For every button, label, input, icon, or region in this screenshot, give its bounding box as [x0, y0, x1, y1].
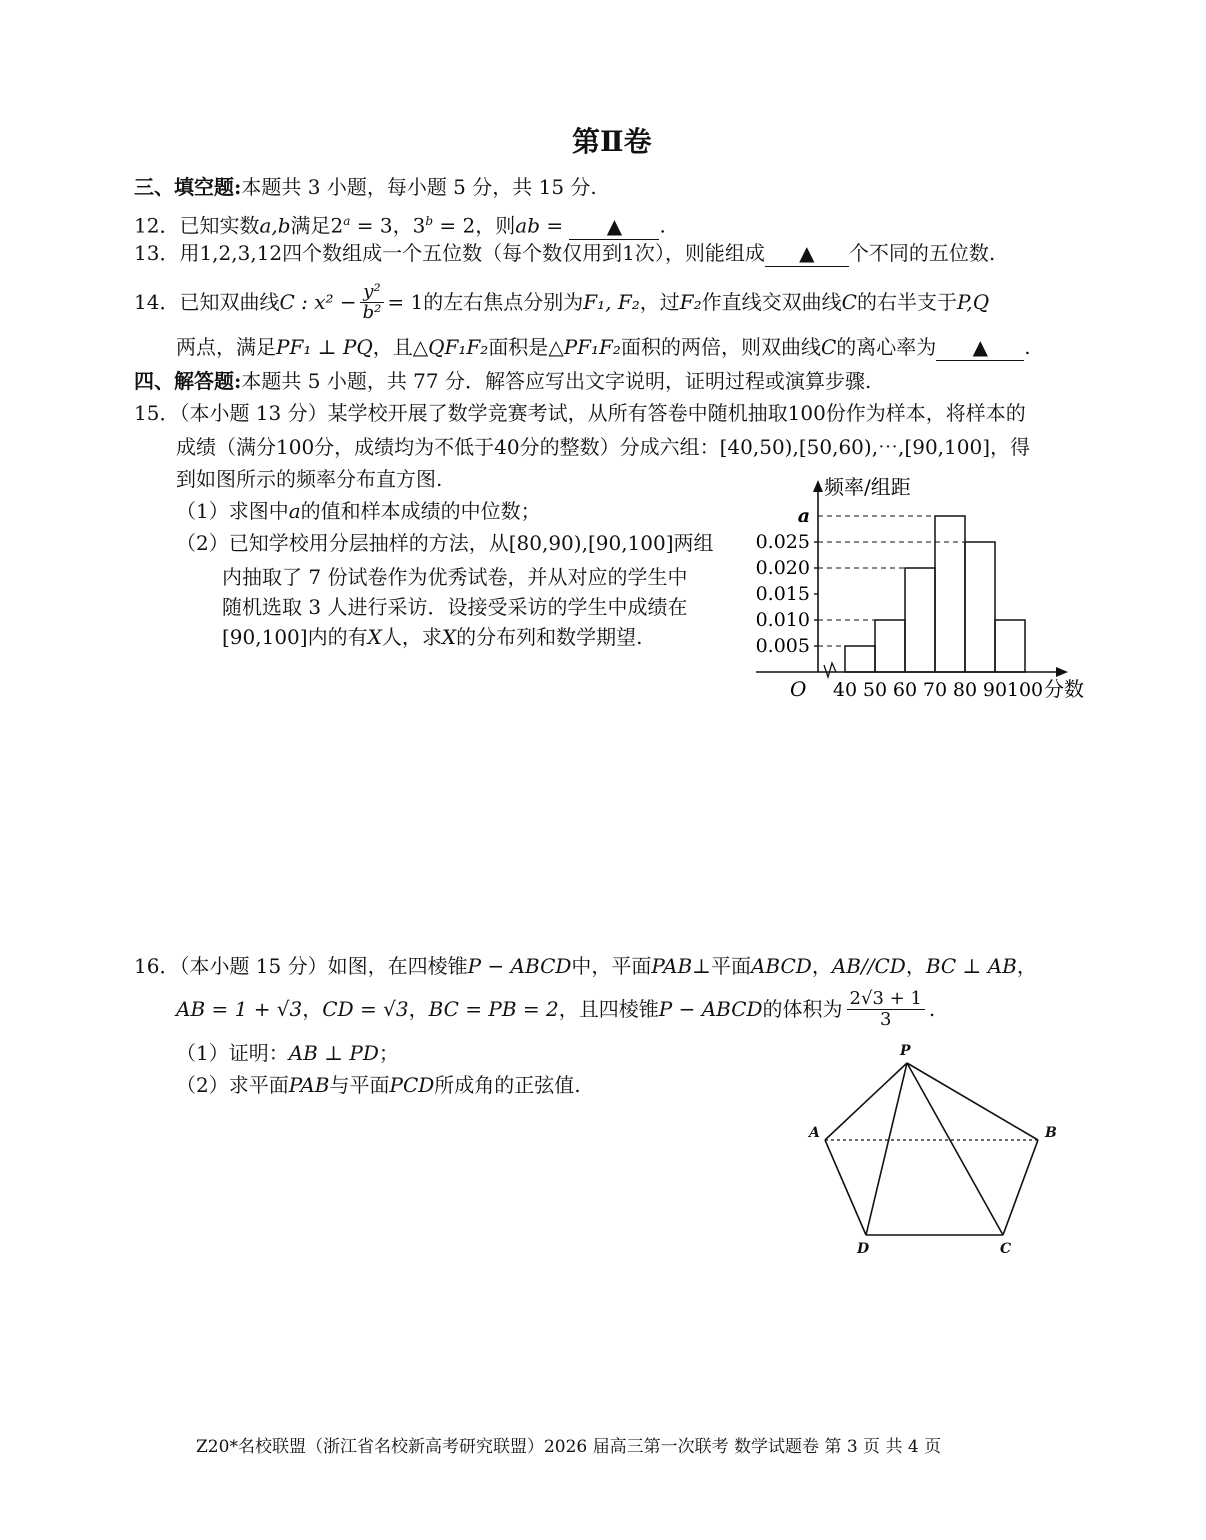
- histogram-content: [756, 475, 1084, 701]
- q16-part1-expr: AB ⊥ PD: [288, 1041, 379, 1065]
- section3-label: 三、填空题:: [134, 175, 242, 199]
- q12-answer-blank[interactable]: ▲: [569, 213, 659, 240]
- x-tick-label: 90: [982, 679, 1008, 701]
- q12-number: 12．: [134, 213, 180, 238]
- q16-part2-mid: 与平面: [329, 1073, 390, 1097]
- q16-part1-pre: （1）证明：: [176, 1041, 289, 1065]
- q16-end1: ，: [1016, 954, 1037, 978]
- origin-label: O: [790, 677, 807, 701]
- q14-end: .: [1024, 335, 1031, 359]
- q15-part1: [176, 498, 541, 524]
- q15-part2-l4-pre: [90,100]内的有: [222, 625, 368, 649]
- q16-line1: [134, 953, 1037, 979]
- section4-heading: [134, 368, 871, 394]
- q14-frac-den: b²: [362, 301, 382, 323]
- q16-part2-pcd: PCD: [389, 1073, 435, 1097]
- q15-line2: 成绩（满分100分，成绩均为不低于40分的整数）分成六组：[40,50),[50,60),⋯,[90,100]，得: [176, 435, 1031, 459]
- x-axis-arrow: [1056, 667, 1068, 677]
- q15-part2-line4: [222, 624, 642, 650]
- q12-eq1-exp: a: [343, 214, 351, 228]
- q16-comma: ，: [811, 954, 832, 978]
- q14-c: C: [841, 290, 857, 314]
- histogram-bar: [905, 568, 935, 672]
- q12-pre: 已知实数: [179, 213, 260, 238]
- q16-l2-mid2: 的体积为: [762, 997, 843, 1021]
- question-14-line1: [134, 274, 989, 330]
- y-axis-arrow: [813, 480, 823, 492]
- q14-mid: ，过: [639, 290, 680, 314]
- q16-pyr: P − ABCD: [467, 954, 572, 978]
- q12-ab: ab: [515, 213, 540, 238]
- q16-perp: ⊥: [692, 954, 711, 978]
- q15-part1-tail: 的值和样本成绩的中位数；: [300, 499, 541, 523]
- q16-l1-pre: （本小题 15 分）如图，在四棱锥: [179, 954, 468, 978]
- histogram-bar: [845, 646, 875, 672]
- histogram-bar: [995, 620, 1025, 672]
- q15-part2-line1: （2）已知学校用分层抽样的方法，从[80,90),[90,100]两组: [176, 531, 714, 555]
- q15-number: 15．: [134, 401, 180, 425]
- y-tick-label: 0.020: [755, 557, 810, 579]
- y-tick-label: 0.025: [755, 531, 810, 553]
- q15-part1-var: a: [288, 499, 301, 523]
- x-axis-label: 分数: [1044, 677, 1084, 701]
- q13-text: 用1,2,3,12四个数组成一个五位数（每个数仅用到1次），则能组成: [179, 241, 765, 265]
- q14-l2-mid2: 面积是: [488, 335, 549, 359]
- q14-f2: F₂: [679, 290, 702, 314]
- q14-l2-pre: 两点，满足: [176, 335, 276, 359]
- x-tick-label: 40: [832, 679, 858, 701]
- q16-part2: [176, 1072, 581, 1098]
- edge-AD: [825, 1140, 866, 1235]
- q12-mid: 满足: [290, 213, 331, 238]
- q16-number: 16．: [134, 954, 180, 978]
- q15-part2-l4-tail: 的分布列和数学期望.: [456, 625, 643, 649]
- edge-PA: [825, 1063, 907, 1140]
- q14-l2-mid: ，且: [372, 335, 413, 359]
- axis-break-icon: [824, 663, 836, 677]
- q16-abcd: ABCD: [750, 954, 812, 978]
- q14-pre: 已知双曲线: [179, 290, 280, 314]
- label-B: B: [1045, 1125, 1057, 1141]
- q16-part2-pab: PAB: [288, 1073, 330, 1097]
- section4-label: 四、解答题:: [134, 369, 242, 393]
- q15-line3: 到如图所示的频率分布直方图.: [176, 467, 443, 491]
- q16-comma2: ，: [905, 954, 926, 978]
- histogram-bar: [875, 620, 905, 672]
- q14-rhs: = 1的左右焦点分别为: [387, 290, 584, 314]
- x-tick-label: 80: [952, 679, 978, 701]
- q13-tail: 个不同的五位数.: [848, 241, 996, 265]
- q14-number: 14．: [134, 290, 180, 314]
- q16-ab-eq: AB = 1 + √3: [176, 997, 303, 1021]
- q14-fraction: [360, 282, 385, 323]
- q12-eq1: 2: [330, 213, 344, 238]
- label-C: C: [1000, 1241, 1012, 1257]
- q16-part1-end: ；: [378, 1041, 399, 1065]
- q14-mid3: 的右半支于: [856, 290, 957, 314]
- q12-eqsign: =: [540, 213, 570, 238]
- histogram-bar: [965, 542, 995, 672]
- q16-part2-pre: （2）求平面: [176, 1073, 289, 1097]
- q16-part1: [176, 1040, 399, 1066]
- q15-part1-pre: （1）求图中: [176, 499, 289, 523]
- q16-l1-mid2: 平面: [710, 954, 751, 978]
- edge-PC: [907, 1063, 1003, 1235]
- q15-part2-x2: X: [441, 625, 457, 649]
- q16-vol-den: 3: [880, 1008, 892, 1030]
- histogram-bar: [935, 516, 965, 672]
- x-tick-label: 50: [862, 679, 888, 701]
- q15-part2-line3: 随机选取 3 人进行采访．设接受采访的学生中成绩在: [222, 595, 688, 619]
- q13-number: 13．: [134, 241, 180, 265]
- section3-desc: 本题共 3 小题，每小题 5 分，共 15 分.: [241, 175, 597, 199]
- q12-eq1-rhs: = 3，: [350, 213, 413, 238]
- q15-part2-line2: 内抽取了 7 份试卷作为优秀试卷，并从对应的学生中: [222, 565, 688, 589]
- q12-eq2-rhs: = 2，则: [433, 213, 516, 238]
- page-footer: Z20*名校联盟（浙江省名校新高考研究联盟）2026 届高三第一次联考 数学试题卷 第 3 页 共 4 页: [196, 1437, 942, 1457]
- y-tick-label: 0.005: [755, 635, 810, 657]
- q16-cd-eq: CD = √3: [322, 997, 409, 1021]
- q15-part2-x: X: [367, 625, 382, 649]
- label-D: D: [857, 1241, 870, 1257]
- question-13: [134, 240, 995, 267]
- q14-foci: F₁, F₂: [583, 290, 640, 314]
- edge-PB: [907, 1063, 1038, 1140]
- q15-part2-l4-mid: 人，求: [381, 625, 442, 649]
- q14-tri1: △QF₁F₂: [412, 335, 489, 359]
- y-tick-label: 0.010: [755, 609, 810, 631]
- q15-line1: [134, 400, 1026, 426]
- q15-text1: （本小题 13 分）某学校开展了数学竞赛考试，从所有答卷中随机抽取100份作为样本，将样本的: [179, 401, 1026, 425]
- q14-frac-num: y²: [360, 282, 385, 303]
- q12-eq2-exp: b: [425, 214, 434, 228]
- q14-l2-tail: 的离心率为: [836, 335, 937, 359]
- y-axis-label: 频率/组距: [824, 475, 911, 499]
- edge-CB: [1003, 1140, 1038, 1235]
- edge-PD: [866, 1063, 907, 1235]
- question-14-line2: [176, 334, 1031, 361]
- q16-pyr2: P − ABCD: [658, 997, 763, 1021]
- q14-tri2: △PF₁F₂: [548, 335, 621, 359]
- q14-curve: C : x² −: [279, 290, 357, 314]
- q12-eq2: 3: [412, 213, 426, 238]
- y-tick-label-a: a: [797, 505, 810, 527]
- x-tick-label: 60: [892, 679, 918, 701]
- q16-bc-eq: BC = PB = 2: [428, 997, 559, 1021]
- section4-desc: 本题共 5 小题，共 77 分．解答应写出文字说明，证明过程或演算步骤.: [241, 369, 872, 393]
- page-title: 第Ⅱ卷: [572, 125, 652, 158]
- q14-mid2: 作直线交双曲线: [701, 290, 842, 314]
- y-tick-label: 0.015: [755, 583, 810, 605]
- q16-line2: AB = 1 + √3 ， CD = √3 ， BC = PB = 2 ，且四棱锥 P − ABCD 的体积为 $\frac{2√3 + 1}{3}$ .: [176, 987, 936, 1030]
- label-P: P: [900, 1043, 911, 1059]
- q16-l2-mid: ，且四棱锥: [558, 997, 659, 1021]
- q16-parallel: AB//CD: [831, 954, 906, 978]
- x-tick-label: 100: [1006, 679, 1044, 701]
- frequency-histogram: [740, 470, 1110, 715]
- q16-pab: PAB: [651, 954, 693, 978]
- q12-vars: a,b: [259, 213, 291, 238]
- q12-end: .: [659, 213, 666, 238]
- q14-pq: P,Q: [956, 290, 990, 314]
- q14-answer-blank[interactable]: ▲: [936, 334, 1024, 361]
- q13-answer-blank[interactable]: ▲: [765, 240, 849, 267]
- x-tick-label: 70: [922, 679, 948, 701]
- pyramid-figure: [800, 1035, 1070, 1265]
- q16-volume-fraction: [847, 989, 925, 1030]
- q16-part2-tail: 所成角的正弦值.: [434, 1073, 581, 1097]
- q14-perp: PF₁ ⊥ PQ: [276, 335, 373, 359]
- q14-c2: C: [820, 335, 837, 359]
- question-12: [134, 208, 666, 240]
- q16-bcab: BC ⊥ AB: [925, 954, 1017, 978]
- q16-vol-num: 2√3 + 1: [847, 989, 925, 1010]
- label-A: A: [809, 1125, 820, 1141]
- q14-l2-mid3: 面积的两倍，则双曲线: [620, 335, 821, 359]
- q16-l1-mid: 中，平面: [571, 954, 652, 978]
- section3-heading: [134, 174, 597, 200]
